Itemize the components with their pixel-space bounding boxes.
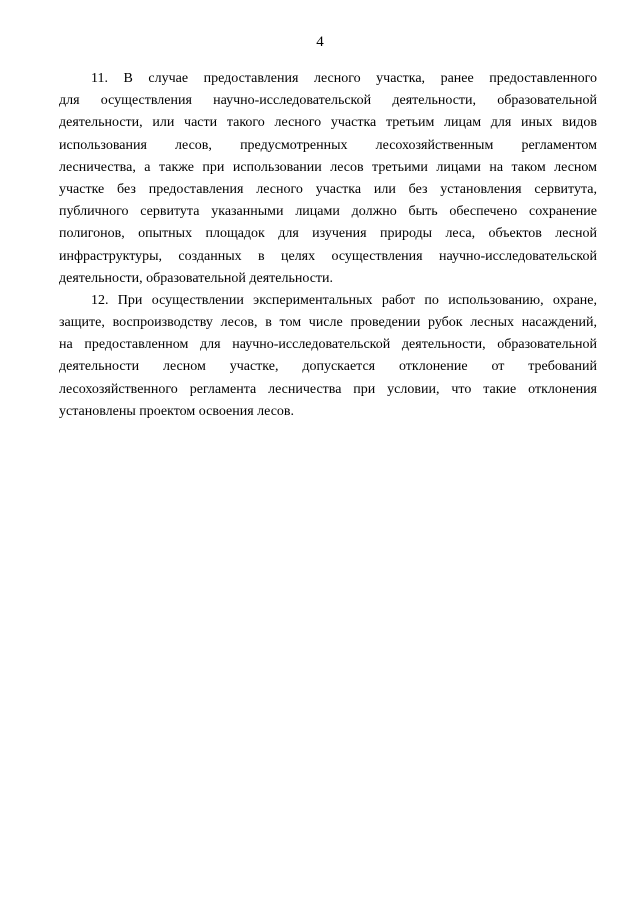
paragraph-line: инфраструктуры, созданных в целях осуществления научно-исследовательской <box>59 248 597 264</box>
paragraph-12 <box>59 290 597 423</box>
body-text <box>59 68 597 423</box>
paragraph-line: на предоставленном для научно-исследовательской деятельности, образовательной <box>59 337 597 353</box>
paragraph-line: полигонов, опытных площадок для изучения природы леса, объектов лесной <box>59 226 597 242</box>
paragraph-line: публичного сервитута указанными лицами должно быть обеспечено сохранение <box>59 204 597 220</box>
paragraph-11 <box>59 68 597 290</box>
paragraph-line: для осуществления научно-исследовательской деятельности, образовательной <box>59 93 597 109</box>
paragraph-line: лесохозяйственного регламента лесничества при условии, что такие отклонения <box>59 381 597 397</box>
paragraph-line: использования лесов, предусмотренных лесохозяйственным регламентом <box>59 137 597 153</box>
paragraph-line: лесничества, а также при использовании лесов третьими лицами на таком лесном <box>59 159 597 175</box>
paragraph-line: деятельности, образовательной деятельности. <box>59 270 334 286</box>
page-number: 4 <box>316 34 324 50</box>
paragraph-line: участке без предоставления лесного участка или без установления сервитута, <box>59 181 597 197</box>
paragraph-line: 12. При осуществлении экспериментальных работ по использованию, охране, <box>91 292 597 308</box>
paragraph-line: защите, воспроизводству лесов, в том числе проведении рубок лесных насаждений, <box>59 315 597 331</box>
paragraph-line: 11. В случае предоставления лесного участка, ранее предоставленного <box>91 71 597 86</box>
paragraph-line: деятельности лесном участке, допускается отклонение от требований <box>59 359 597 375</box>
paragraph-line: установлены проектом освоения лесов. <box>59 403 295 419</box>
paragraph-line: деятельности, или части такого лесного участка третьим лицам для иных видов <box>59 115 597 131</box>
